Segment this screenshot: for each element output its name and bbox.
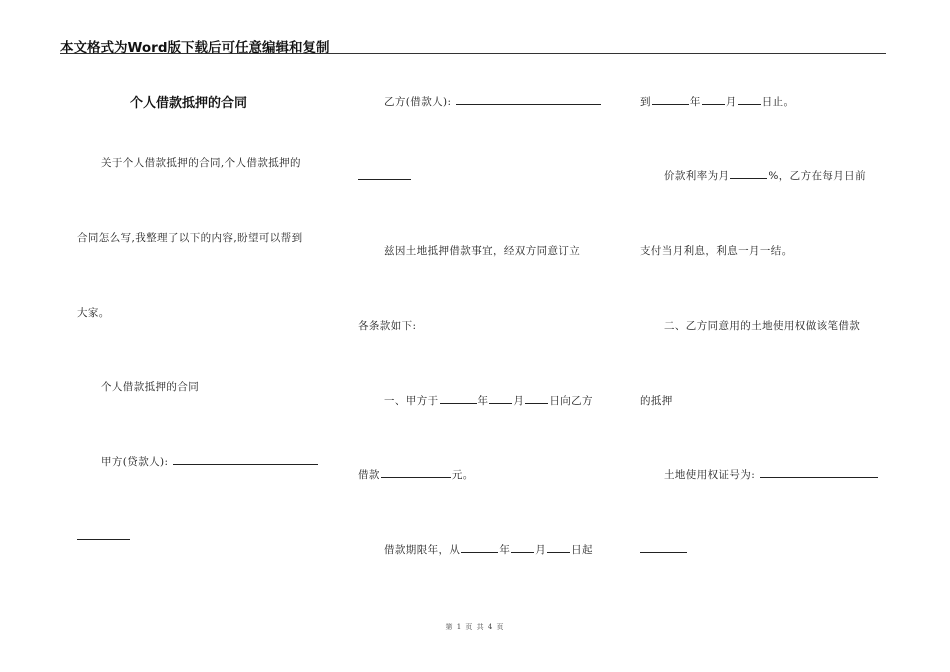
party-a-line: [101, 454, 319, 469]
until-month: 月: [725, 96, 737, 108]
loan-amount-blank: [381, 467, 451, 478]
item-1-year-blank: [440, 393, 477, 404]
document-header: 本文格式为Word版下载后可任意编辑和复制: [60, 40, 330, 56]
item-1-day-blank: [525, 393, 548, 404]
rate-blank: [730, 168, 767, 179]
period-month: 月: [535, 544, 547, 556]
intro-line-2: 合同怎么写,我整理了以下的内容,盼望可以帮到: [77, 232, 303, 244]
loan-amount-line: [358, 467, 474, 482]
land-cert-label: 土地使用权证号为:: [664, 469, 756, 481]
item-1-prefix: 一、甲方于: [384, 395, 439, 407]
party-b-label: 乙方(借款人):: [384, 96, 452, 108]
until-year: 年: [689, 96, 701, 108]
party-a-label: 甲方(贷款人):: [101, 456, 169, 468]
period-prefix: 借款期限年，从: [384, 544, 461, 556]
rate-prefix: 价款利率为月: [664, 170, 730, 182]
terms-line: 各条款如下:: [358, 320, 417, 332]
loan-suffix: 元。: [451, 469, 474, 481]
period-year-blank: [461, 542, 498, 553]
item-1-line: [384, 393, 593, 408]
party-a-blank: [173, 454, 318, 465]
land-cert-continuation-blank: [640, 552, 687, 553]
item-1-month-blank: [489, 393, 512, 404]
interest-payment-line: 支付当月利息，利息一月一结。: [640, 245, 793, 257]
item-2-continuation: 的抵押: [640, 395, 673, 407]
item-1-year: 年: [477, 395, 489, 407]
party-b-line: [384, 94, 602, 109]
intro-line-3: 大家。: [77, 307, 110, 319]
purpose-line: 兹因土地抵押借款事宜，经双方同意订立: [384, 245, 581, 257]
page-footer: 第 1 页 共 4 页: [445, 623, 505, 631]
party-b-blank: [456, 94, 601, 105]
interest-rate-line: [664, 168, 866, 183]
until-suffix: 日止。: [761, 96, 795, 108]
party-a-continuation-blank: [77, 539, 130, 540]
item-1-month: 月: [513, 395, 525, 407]
loan-prefix: 借款: [358, 469, 380, 481]
period-day-blank: [547, 542, 570, 553]
until-month-blank: [702, 94, 725, 105]
loan-period-line: [384, 542, 593, 557]
intro-line-1: 关于个人借款抵押的合同,个人借款抵押的: [101, 157, 301, 169]
document-title: 个人借款抵押的合同: [130, 96, 248, 111]
until-year-blank: [652, 94, 689, 105]
item-1-suffix: 日向乙方: [549, 395, 593, 407]
land-cert-line: [664, 467, 879, 482]
contract-subtitle: 个人借款抵押的合同: [101, 381, 200, 393]
party-b-continuation-blank: [358, 179, 411, 180]
until-prefix: 到: [640, 96, 651, 108]
until-day-blank: [738, 94, 761, 105]
period-month-blank: [511, 542, 534, 553]
item-2-line: 二、乙方同意用的土地使用权做该笔借款: [664, 320, 861, 332]
until-line: [640, 94, 794, 109]
land-cert-blank: [760, 467, 878, 478]
rate-suffix: %，乙方在每月日前: [768, 170, 866, 182]
header-divider: [60, 53, 886, 54]
period-year: 年: [499, 544, 511, 556]
period-suffix: 日起: [571, 544, 593, 556]
